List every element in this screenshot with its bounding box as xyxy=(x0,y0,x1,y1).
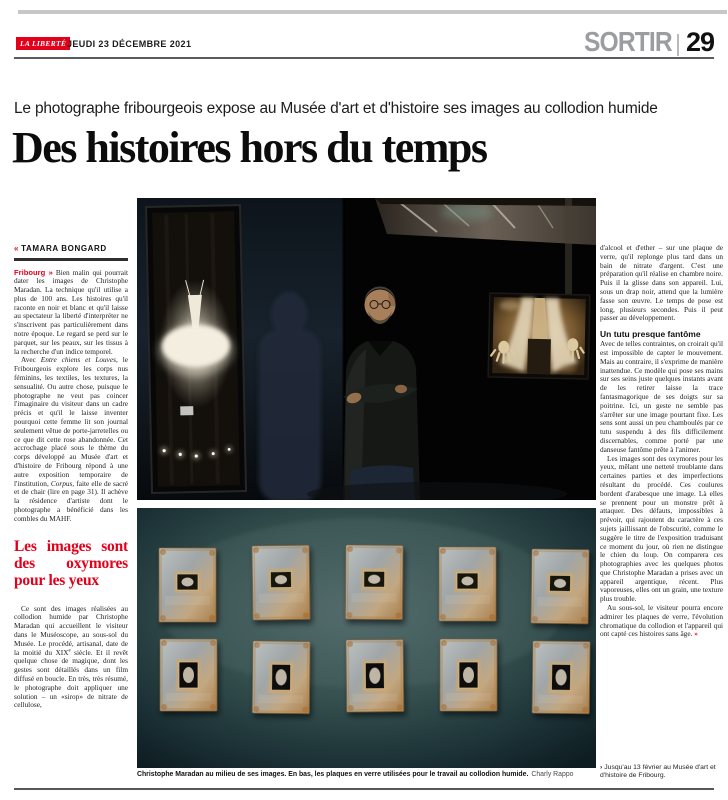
paragraph: Avec de telles contraintes, on croirait qu'il est impossible de capter le mouvement. Mais au contraire, il s'exprime de manière inattendue. Ce modèle qui pose ses mains sur ses seins juste quelques instants avant de les retirer laisse la trace fantasmagorique de ses doigts sur sa poitrine. Ici, un geste ne semble pas s'arrêter sur une image pourtant fixe. Les sens sont aussi un peu chamboulés par ce tutu suspendu à des fils difficilement discernables, comme porté par une danseuse fantôme prête à l'animer. xyxy=(600,339,723,454)
paragraph-end: Au sous-sol, le visiteur pourra encore admirer les plaques de verre, l'évolution chromatique du collodion et l'appareil qui ont capté ces histoires sans âge. » xyxy=(600,603,723,639)
footnote-arrow-icon: › xyxy=(600,764,603,771)
paragraph: Les images sont des oxymores pour les yeux, mêlant une netteté troublante dans certaines parties et des imperfections résultant du procédé. Ces coulures bordent d'arabesque une image. Là elles se prennent pour un monstre prêt à attaquer. Des défauts, impossibles à prévoir, qui rajoutent du caractère à ces sujets jaillissant de l'obscurité, comme le suggère le titre de l'exposition traduisant ce moment du jour, où rien ne distingue le chien du loup. On comparera ces photographies avec les quelques photos que Christophe Maradan a prises avec un appareil argentique, récent. Plus vaporeuses, elles ont un grain, une texture plus trouble. xyxy=(600,453,723,604)
crosshead: Un tutu presque fantôme xyxy=(600,329,701,340)
standfirst: Le photographe fribourgeois expose au Musée d'art et d'histoire ses images au collodion humide xyxy=(14,100,658,117)
caption-text: Christophe Maradan au milieu de ses images. En bas, les plaques en verre utilisées pour le travail au collodion humide. xyxy=(137,771,529,778)
article-body-right xyxy=(600,244,723,639)
paragraph-lead xyxy=(14,269,128,357)
issue-date: JEUDI 23 DÉCEMBRE 2021 xyxy=(67,39,192,49)
paragraph: Avec Entre chiens et Louves, le Fribourgeois explore les corps nus féminins, les textiles, les textures, la sensualité. Ou autre chose, puisque le photographe ne veut pas coincer l'imaginaire du visiteur dans un cadre précis et qu'il le laisse inventer pourquoi cette femme lit son journal seulement vêtue de porte-jarretelles ou ce que dit cette rose abandonnée. Cet accrochage placé sous le thème du corps développé au Musée d'art et d'histoire de Fribourg répond à une autre exposition temporaire de l'institution, Corpus, faite elle de sacré et de chair (lire en page 31). Il achève la résidence d'artiste dont le photographe a bénéficié dans les combles du MAHF. xyxy=(14,355,128,523)
photo-caption xyxy=(137,771,607,778)
main-photo-illustration xyxy=(137,198,596,500)
paragraph: d'alcool et d'ether – sur une plaque de verre, qu'il replonge plus tard dans un bain de nitrate d'argent. C'est une préparation qu'il réalise en chambre noire. Puis il la glisse dans son appareil. Lui, sous un drap noir, attend que la lumière fasse son œuvre. Le temps de pose est long, plusieurs secondes. Puis il peut passer au développement. xyxy=(600,244,723,323)
lead-text: Bien malin qui pourrait dater les images de Christophe Maradan. La technique qu'il utilise a plus de 100 ans. Les histoires qu'il raconte en noir et blanc et qu'il laisse au spectateur la liberté d'interpréter ne s'inscrivent pas particulièrement dans notre époque. Le regard se perd sur le parquet, sur les peaux, sur les tissus à la recherche d'un indice temporel. xyxy=(14,267,128,356)
article-body-left xyxy=(14,269,128,711)
article-column-right xyxy=(600,244,723,761)
article-column-left xyxy=(14,244,128,786)
byline-author: TAMARA BONGARD xyxy=(21,244,107,253)
artwork-tutu xyxy=(146,205,246,493)
paragraph: Ce sont des images réalisées au collodion humide par Christophe Maradan qui accueillent le visiteur dans le Muséoscope, au sous-sol du Musée. Le procédé, artisanal, date de la moitié du XIXe siècle. Et il revêt quelque chose de magique, dont les gestes sont détaillés dans un film diffusé en boucle. En très, très résumé, le photographe doit appliquer une solution – un «sirop» de nitrate de cellulose, xyxy=(14,603,128,710)
newspaper-logo: LA LIBERTÉ xyxy=(16,37,70,50)
footnote-text: Jusqu'au 13 février au Musée d'art et d'histoire de Fribourg. xyxy=(600,764,716,780)
byline-quote-icon: « xyxy=(14,244,20,253)
byline-rule xyxy=(14,258,128,261)
page-top-bar xyxy=(18,10,727,14)
article-headline: Des histoires hors du temps xyxy=(12,123,487,172)
byline xyxy=(14,244,128,253)
section-header xyxy=(572,26,714,58)
header-rule xyxy=(14,57,714,59)
photo-credit: Charly Rappo xyxy=(531,771,574,778)
plates-photo-illustration xyxy=(137,508,596,768)
exhibition-footnote xyxy=(600,764,723,781)
page-number: 29 xyxy=(685,27,714,57)
artwork-hands xyxy=(488,293,590,379)
plates-photo xyxy=(137,508,596,768)
section-title: SORTIR xyxy=(584,26,672,57)
crosshead-red: Les images sont des oxymores pour les yeux xyxy=(14,537,128,589)
bottom-rule xyxy=(14,788,714,790)
section-divider xyxy=(677,34,679,56)
main-photo-gallery xyxy=(137,198,596,500)
lead-location: Fribourg » xyxy=(14,267,53,277)
